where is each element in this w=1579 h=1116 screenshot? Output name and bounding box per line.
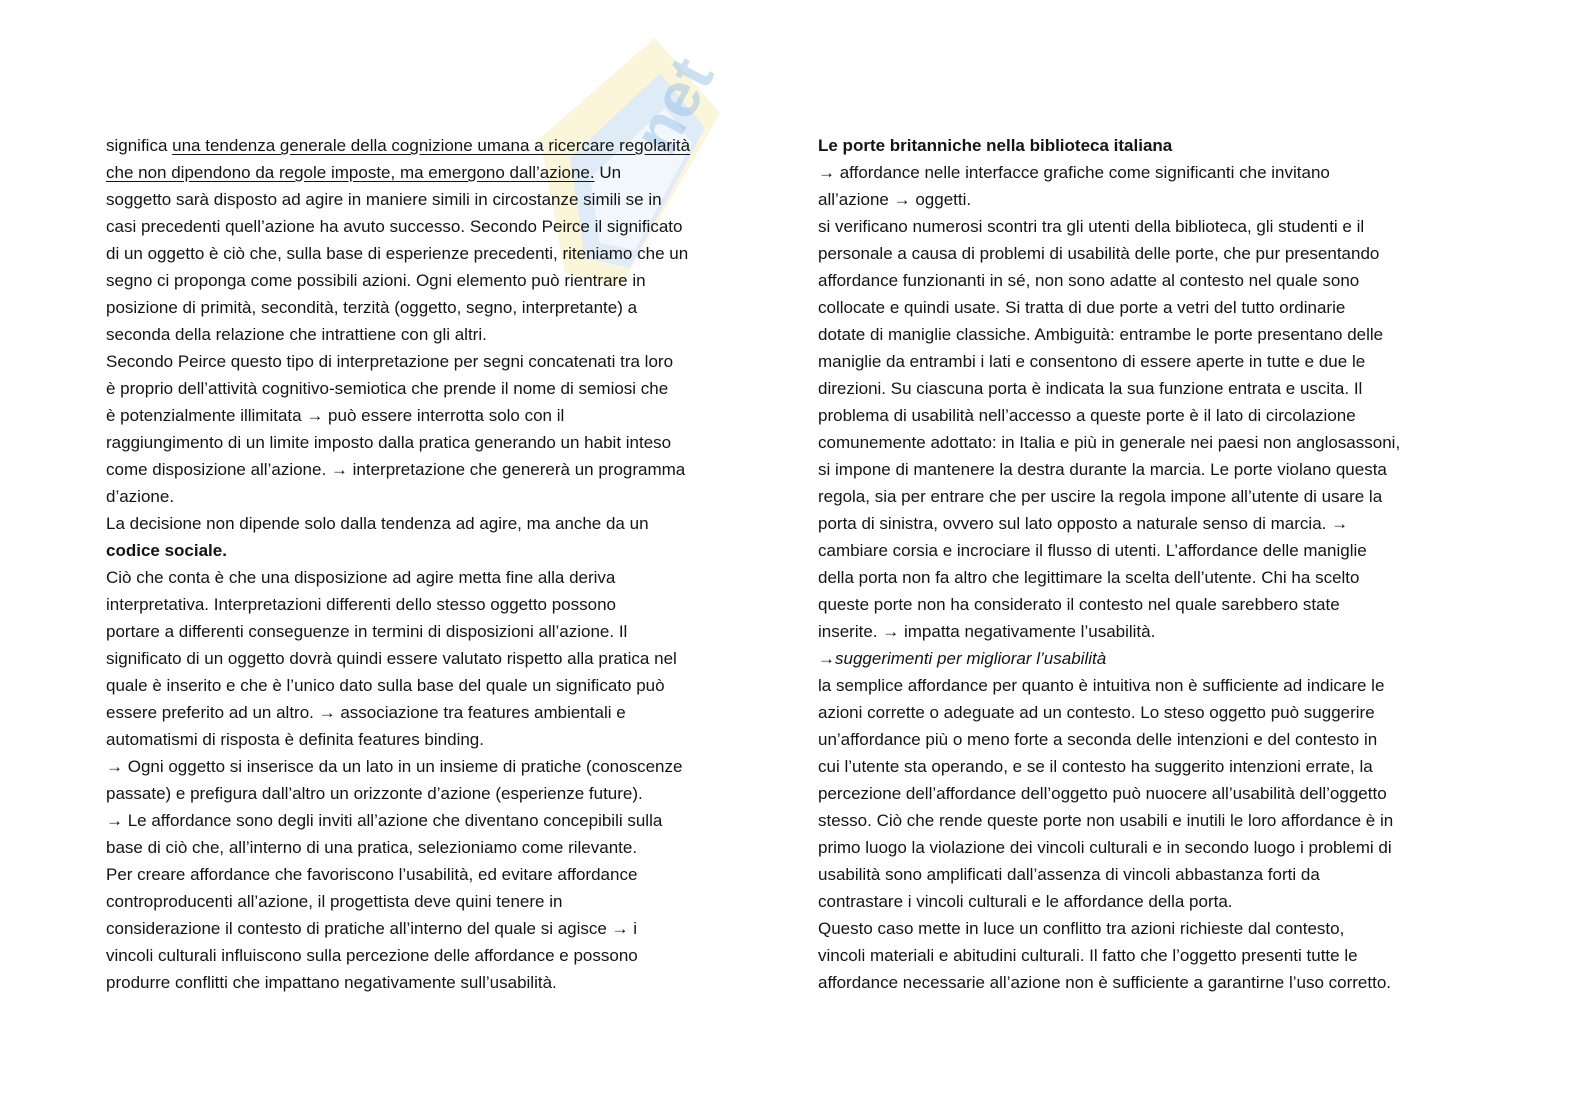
text-line: della porta non fa altro che legittimare la scelta dell’utente. Chi ha scelto xyxy=(818,568,1360,587)
text-line: seconda della relazione che intrattiene con gli altri. xyxy=(106,325,487,344)
text-line: casi precedenti quell’azione ha avuto successo. Secondo Peirce il significato xyxy=(106,217,683,236)
text-line: si impone di mantenere la destra durante la marcia. Le porte violano questa xyxy=(818,460,1387,479)
text-line: porta di sinistra, ovvero sul lato opposto a naturale senso di marcia. → xyxy=(818,514,1349,533)
left-column xyxy=(106,132,766,996)
text-line: significato di un oggetto dovrà quindi essere valutato rispetto alla pratica nel xyxy=(106,649,677,668)
text-line: queste porte non ha considerato il contesto nel quale sarebbero state xyxy=(818,595,1340,614)
text-line: cui l’utente sta operando, e se il contesto ha suggerito intenzioni errate, la xyxy=(818,757,1373,776)
text-line: affordance funzionanti in sé, non sono adatte al contesto nel quale sono xyxy=(818,271,1360,290)
text-line: → Le affordance sono degli inviti all’azione che diventano concepibili sulla xyxy=(106,811,663,830)
text-line: posizione di primità, secondità, terzità (oggetto, segno, interpretante) a xyxy=(106,298,638,317)
text-line: segno ci proponga come possibili azioni. Ogni elemento può rientrare in xyxy=(106,271,646,290)
text-line: d’azione. xyxy=(106,487,175,506)
text-line: Secondo Peirce questo tipo di interpretazione per segni concatenati tra loro xyxy=(106,352,674,371)
text-line: contrastare i vincoli culturali e le affordance della porta. xyxy=(818,892,1233,911)
text-line: La decisione non dipende solo dalla tendenza ad agire, ma anche da un xyxy=(106,514,649,533)
text-line: produrre conflitti che impattano negativamente sull’usabilità. xyxy=(106,973,557,992)
text-line xyxy=(106,159,766,186)
subheading-line xyxy=(818,645,1478,672)
text-line: vincoli culturali influiscono sulla percezione delle affordance e possono xyxy=(106,946,638,965)
text-line: comunemente adottato: in Italia e più in generale nei paesi non anglosassoni, xyxy=(818,433,1401,452)
text-line: affordance necessarie all’azione non è sufficiente a garantirne l’uso corretto. xyxy=(818,973,1392,992)
text-run: Un xyxy=(594,163,622,182)
text-line: controproducenti all’azione, il progettista deve quini tenere in xyxy=(106,892,563,911)
text-line: primo luogo la violazione dei vincoli culturali e in secondo luogo i problemi di xyxy=(818,838,1392,857)
text-line: collocate e quindi usate. Si tratta di due porte a vetri del tutto ordinarie xyxy=(818,298,1346,317)
text-line: base di ciò che, all’interno di una pratica, selezioniamo come rilevante. xyxy=(106,838,638,857)
text-line: maniglie da entrambi i lati e consentono di essere aperte in tutte e due le xyxy=(818,352,1366,371)
text-line: azioni corrette o adeguate ad un contesto. Lo steso oggetto può suggerire xyxy=(818,703,1375,722)
text-line: percezione dell’affordance dell’oggetto può nuocere all’usabilità dell’oggetto xyxy=(818,784,1387,803)
text-line: considerazione il contesto di pratiche all’interno del quale si agisce → i xyxy=(106,919,638,938)
text-line: dotate di maniglie classiche. Ambiguità: entrambe le porte presentano delle xyxy=(818,325,1384,344)
bold-term: codice sociale. xyxy=(106,541,227,560)
text-line: → affordance nelle interfacce grafiche come significanti che invitano xyxy=(818,163,1330,182)
text-line: quale è inserito e che è l’unico dato sulla base del quale un significato può xyxy=(106,676,665,695)
text-line: soggetto sarà disposto ad agire in maniere simili in circostanze simili se in xyxy=(106,190,662,209)
text-line: portare a differenti conseguenze in termini di disposizioni all’azione. Il xyxy=(106,622,628,641)
text-line: passate) e prefigura dall’altro un orizzonte d’azione (esperienze future). xyxy=(106,784,643,803)
text-line: come disposizione all’azione. → interpretazione che genererà un programma xyxy=(106,460,686,479)
text-line: Ciò che conta è che una disposizione ad agire metta fine alla deriva xyxy=(106,568,616,587)
text-line: problema di usabilità nell’accesso a queste porte è il lato di circolazione xyxy=(818,406,1356,425)
underlined-text: che non dipendono da regole imposte, ma emergono dall’azione. xyxy=(106,163,595,182)
text-line xyxy=(106,132,766,159)
text-line: direzioni. Su ciascuna porta è indicata la sua funzione entrata e uscita. Il xyxy=(818,379,1363,398)
text-line: cambiare corsia e incrociare il flusso di utenti. L’affordance delle maniglie xyxy=(818,541,1367,560)
text-line: regola, sia per entrare che per uscire la regola impone all’utente di usare la xyxy=(818,487,1383,506)
text-line: vincoli materiali e abitudini culturali. Il fatto che l’oggetto presenti tutte le xyxy=(818,946,1358,965)
text-line: essere preferito ad un altro. → associazione tra features ambientali e xyxy=(106,703,626,722)
text-line: raggiungimento di un limite imposto dalla pratica generando un habit inteso xyxy=(106,433,672,452)
arrow-glyph: → xyxy=(818,649,835,668)
watermark-text: net xyxy=(618,46,728,165)
text-line: Per creare affordance che favoriscono l’usabilità, ed evitare affordance xyxy=(106,865,638,884)
text-run: significa xyxy=(106,136,173,155)
right-column xyxy=(818,132,1478,996)
text-line: stesso. Ciò che rende queste porte non usabili e inutili le loro affordance è in xyxy=(818,811,1394,830)
text-line: è potenzialmente illimitata → può essere interrotta solo con il xyxy=(106,406,565,425)
text-line: Questo caso mette in luce un conflitto tra azioni richieste dal contesto, xyxy=(818,919,1345,938)
section-heading: Le porte britanniche nella biblioteca italiana xyxy=(818,136,1173,155)
italic-subheading: suggerimenti per migliorar l’usabilità xyxy=(835,649,1107,668)
underlined-text: una tendenza generale della cognizione umana a ricercare regolarità xyxy=(172,136,691,155)
text-line: la semplice affordance per quanto è intuitiva non è sufficiente ad indicare le xyxy=(818,676,1385,695)
text-line: si verificano numerosi scontri tra gli utenti della biblioteca, gli studenti e il xyxy=(818,217,1365,236)
text-line: personale a causa di problemi di usabilità delle porte, che pur presentando xyxy=(818,244,1380,263)
text-line: di un oggetto è ciò che, sulla base di esperienze precedenti, riteniamo che un xyxy=(106,244,689,263)
text-line: automatismi di risposta è definita features binding. xyxy=(106,730,484,749)
text-line: inserite. → impatta negativamente l’usabilità. xyxy=(818,622,1156,641)
text-line: → Ogni oggetto si inserisce da un lato in un insieme di pratiche (conoscenze xyxy=(106,757,683,776)
text-line: un’affordance più o meno forte a seconda delle intenzioni e del contesto in xyxy=(818,730,1378,749)
text-line: interpretativa. Interpretazioni differenti dello stesso oggetto possono xyxy=(106,595,616,614)
text-line: è proprio dell’attività cognitivo-semiotica che prende il nome di semiosi che xyxy=(106,379,669,398)
text-line: all’azione → oggetti. xyxy=(818,190,972,209)
text-line: usabilità sono amplificati dall’assenza di vincoli abbastanza forti da xyxy=(818,865,1320,884)
